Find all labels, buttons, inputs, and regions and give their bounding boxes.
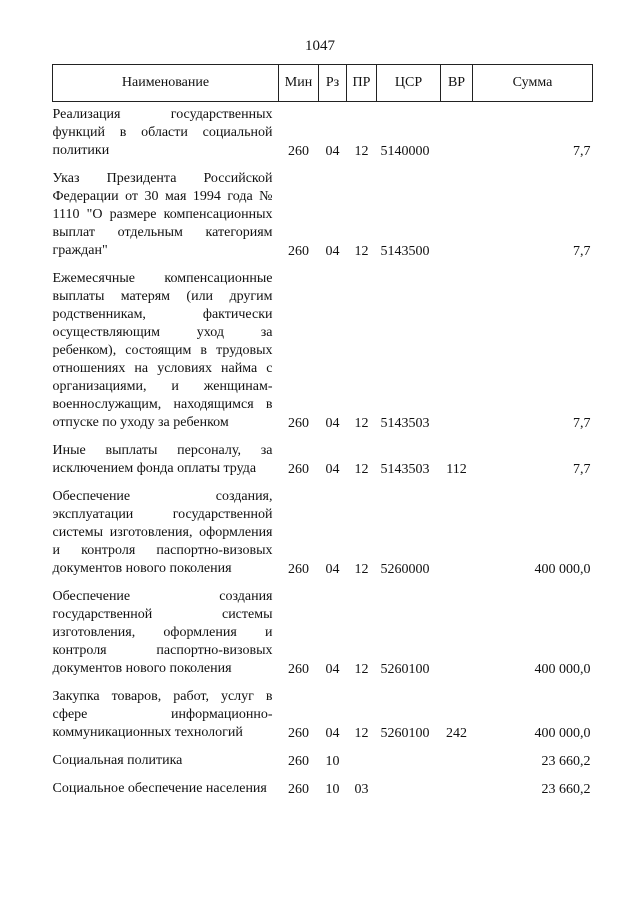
header-vr: ВР [441, 65, 473, 102]
header-rz: Рз [319, 65, 347, 102]
row-rz: 10 [325, 782, 340, 797]
table-row [53, 742, 593, 770]
row-pr: 12 [354, 726, 369, 741]
row-vr: 112 [446, 462, 467, 477]
row-vr [441, 578, 473, 678]
row-rz: 04 [325, 562, 340, 577]
header-name: Наименование [53, 65, 279, 102]
row-rz: 10 [325, 754, 340, 769]
row-vr: 242 [446, 726, 467, 741]
header-csr: ЦСР [377, 65, 441, 102]
row-name: Указ Президента Российской Федерации от 30 мая 1994 года № 1110 "О размере компенсационных выплат отдельным категориям граждан" [52, 171, 273, 258]
row-sum: 400 000,0 [534, 562, 591, 577]
table-row [53, 160, 593, 260]
row-name: Реализация государственных функций в области социальной политики [52, 107, 273, 158]
header-sum: Сумма [473, 65, 593, 102]
page-number: 1047 [305, 38, 335, 54]
row-vr [441, 160, 473, 260]
row-name: Социальное обеспечение населения [52, 781, 267, 796]
row-min: 260 [288, 144, 309, 159]
row-vr [441, 742, 473, 770]
table-row [53, 478, 593, 578]
row-csr [377, 742, 441, 770]
row-pr: 12 [354, 562, 369, 577]
table-row [53, 678, 593, 742]
row-name: Закупка товаров, работ, услуг в сфере информационно-коммуникационных технологий [52, 689, 273, 740]
row-vr [441, 478, 473, 578]
row-name: Иные выплаты персоналу, за исключением фонда оплаты труда [52, 443, 273, 476]
row-min: 260 [288, 562, 309, 577]
row-csr [377, 770, 441, 798]
row-pr: 03 [354, 782, 369, 797]
row-csr: 5260000 [380, 562, 430, 577]
row-sum: 400 000,0 [534, 726, 591, 741]
header-min: Мин [279, 65, 319, 102]
row-csr: 5140000 [380, 144, 430, 159]
row-name: Обеспечение создания, эксплуатации государственной системы изготовления, оформления и контроля паспортно-визовых документов нового поколения [52, 489, 273, 576]
row-vr [441, 770, 473, 798]
row-vr [441, 260, 473, 432]
budget-table [52, 64, 593, 798]
row-csr: 5260100 [380, 726, 430, 741]
table-row [53, 102, 593, 161]
row-sum: 7,7 [573, 462, 591, 477]
row-sum: 7,7 [573, 416, 591, 431]
row-min: 260 [288, 416, 309, 431]
row-csr: 5260100 [380, 662, 430, 677]
row-csr: 5143503 [380, 462, 430, 477]
row-rz: 04 [325, 416, 340, 431]
row-rz: 04 [325, 462, 340, 477]
row-rz: 04 [325, 662, 340, 677]
row-min: 260 [288, 462, 309, 477]
header-pr: ПР [347, 65, 377, 102]
table-row [53, 578, 593, 678]
row-pr: 12 [354, 462, 369, 477]
row-pr [347, 742, 377, 770]
row-csr: 5143500 [380, 244, 430, 259]
row-pr: 12 [354, 416, 369, 431]
table-row [53, 432, 593, 478]
row-min: 260 [288, 662, 309, 677]
row-rz: 04 [325, 244, 340, 259]
row-sum: 23 660,2 [541, 754, 591, 769]
row-rz: 04 [325, 726, 340, 741]
row-name: Социальная политика [52, 753, 183, 768]
row-vr [441, 102, 473, 161]
row-sum: 23 660,2 [541, 782, 591, 797]
row-sum: 7,7 [573, 244, 591, 259]
row-pr: 12 [354, 662, 369, 677]
row-min: 260 [288, 782, 309, 797]
row-csr: 5143503 [380, 416, 430, 431]
row-name: Обеспечение создания государственной системы изготовления, оформления и контроля паспортно-визовых документов нового поколения [52, 589, 273, 676]
row-min: 260 [288, 244, 309, 259]
row-sum: 400 000,0 [534, 662, 591, 677]
row-pr: 12 [354, 244, 369, 259]
row-min: 260 [288, 754, 309, 769]
row-name: Ежемесячные компенсационные выплаты матерям (или другим родственникам, фактически осуществляющим уход за ребенком), состоящим в трудовых отношениях на условиях найма с организациями, и женщинам-военнослужащим, находящимся в отпуске по уходу за ребенком [52, 271, 273, 430]
table-row [53, 770, 593, 798]
table-row [53, 260, 593, 432]
row-min: 260 [288, 726, 309, 741]
row-rz: 04 [325, 144, 340, 159]
row-pr: 12 [354, 144, 369, 159]
row-sum: 7,7 [573, 144, 591, 159]
table-header-row [53, 65, 593, 102]
